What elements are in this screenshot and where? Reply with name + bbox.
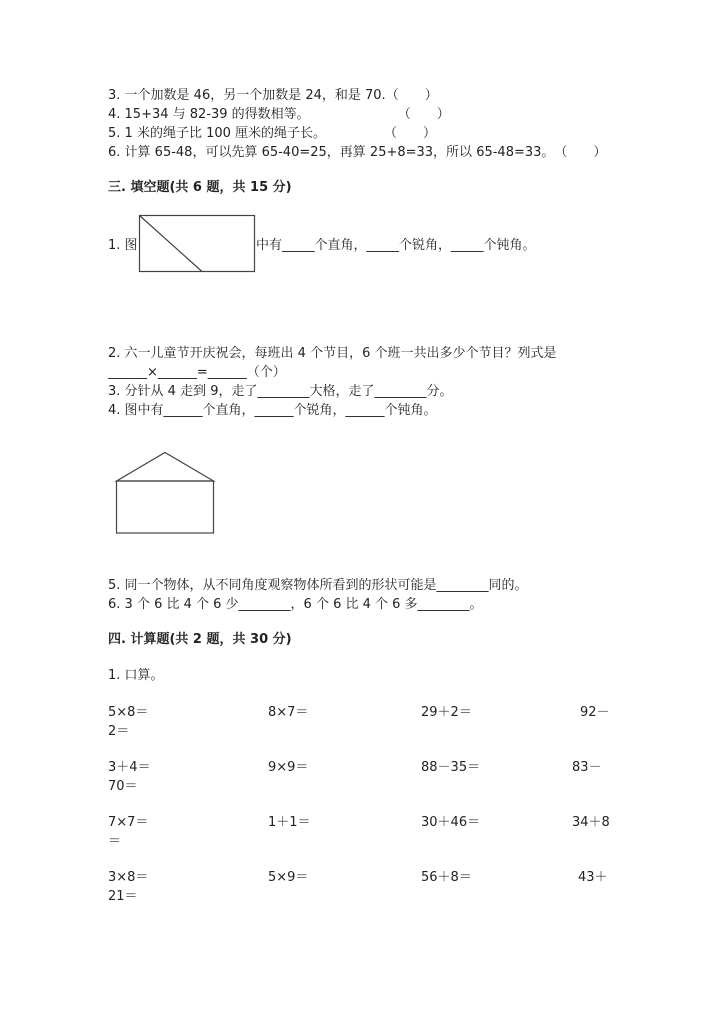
house-figure [116,452,214,534]
house-body-rectangle [117,481,214,533]
house-roof-triangle [117,453,214,482]
calc-item[interactable]: 5×8＝ [108,705,149,720]
fill-question-2-line2[interactable]: ______×______=______（个） [108,365,286,380]
calc-item[interactable]: 88－35＝ [421,760,481,775]
fill-question-3[interactable]: 3. 分针从 4 走到 9，走了________大格，走了________分。 [108,384,453,399]
question-text: 5. 1 米的绳子比 100 厘米的绳子长。 [108,126,327,141]
fill-question-1-prefix: 1. 图 [108,238,138,253]
section-title-fill-blank: 三. 填空题(共 6 题，共 15 分) [108,180,292,195]
calc-item[interactable]: 30＋46＝ [421,815,481,830]
fill-question-4[interactable]: 4. 图中有______个直角，______个锐角，______个钝角。 [108,403,437,418]
calc-item[interactable]: 43＋ [578,870,608,885]
fill-question-1-suffix: 中有_____个直角，_____个锐角，_____个钝角。 [256,238,536,253]
answer-paren[interactable]: （ ） [397,107,450,122]
calc-item-wrap[interactable]: 2＝ [108,724,130,739]
fill-question-6[interactable]: 6. 3 个 6 比 4 个 6 少________，6 个 6 比 4 个 6 多________。 [108,597,483,612]
answer-paren[interactable]: （ ） [554,145,607,160]
calc-item[interactable]: 34＋8 [572,815,610,830]
answer-paren[interactable]: （ ） [384,126,437,141]
judge-question-5 [108,126,436,142]
calc-item[interactable]: 3×8＝ [108,870,149,885]
figure-diagonal-line [140,216,203,272]
rectangle-diagonal-figure [139,215,255,273]
calc-item[interactable]: 29＋2＝ [421,705,472,720]
calc-item[interactable]: 83－ [572,760,602,775]
calc-item[interactable]: 8×7＝ [268,705,309,720]
judge-question-6 [108,145,606,161]
judge-question-3 [108,88,438,104]
calc-item[interactable]: 9×9＝ [268,760,309,775]
fill-question-2-line1: 2. 六一儿童节开庆祝会，每班出 4 个节目，6 个班一共出多少个节目？列式是 [108,346,557,361]
judge-question-4 [108,107,450,123]
section-title-calculation: 四. 计算题(共 2 题，共 30 分) [108,632,292,647]
answer-paren[interactable]: （ ） [385,88,438,103]
calc-item[interactable]: 1＋1＝ [268,815,311,830]
figure-rectangle [140,216,255,272]
calc-question-1: 1. 口算。 [108,668,164,683]
calc-item[interactable]: 5×9＝ [268,870,309,885]
calc-item-wrap[interactable]: 70＝ [108,779,138,794]
calc-item-wrap[interactable]: 21＝ [108,889,138,904]
question-text: 6. 计算 65-48，可以先算 65-40=25，再算 25+8=33，所以 65-48=33。 [108,145,555,160]
calc-item[interactable]: 56＋8＝ [421,870,472,885]
question-text: 4. 15+34 与 82-39 的得数相等。 [108,107,310,122]
calc-item[interactable]: 92－ [580,705,610,720]
fill-question-5[interactable]: 5. 同一个物体，从不同角度观察物体所看到的形状可能是________同的。 [108,578,528,593]
calc-item[interactable]: 7×7＝ [108,815,149,830]
question-text: 3. 一个加数是 46，另一个加数是 24，和是 70. [108,88,386,103]
calc-item-wrap[interactable]: ＝ [108,834,122,849]
calc-item[interactable]: 3＋4＝ [108,760,151,775]
